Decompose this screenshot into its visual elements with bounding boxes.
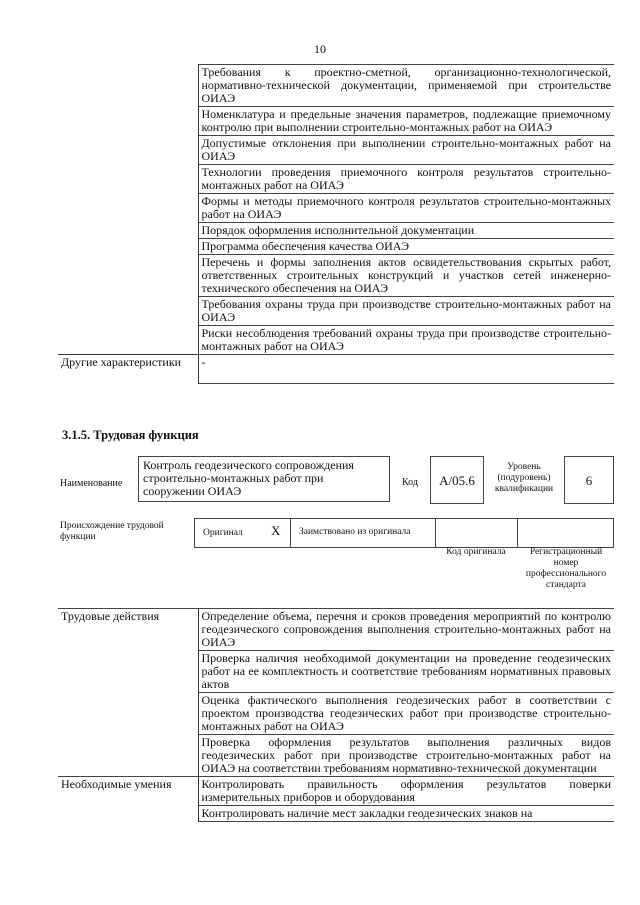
labor-action-item: Определение объема, перечня и сроков проведения мероприятий по контролю геодезического сопровождения выполнения строительно-монтажных работ на ОИАЭ — [198, 609, 614, 651]
other-characteristics-label: Другие характеристики — [58, 355, 198, 384]
table-row — [58, 326, 614, 355]
table-row — [58, 65, 614, 107]
code-value: A/05.6 — [439, 472, 475, 488]
divider — [435, 519, 436, 547]
code-original-caption: Код оригинала — [446, 547, 506, 557]
knowledge-item: Допустимые отклонения при выполнении строительно-монтажных работ на ОИАЭ — [198, 136, 614, 165]
labor-action-item: Проверка наличия необходимой документации на проведение геодезических работ на ее комплектность и соответствие требованиям нормативных правовых актов — [198, 651, 614, 693]
registration-number-caption: Регистрационный номер профессионального стандарта — [525, 547, 607, 590]
skill-item: Контролировать наличие мест закладки геодезических знаков на — [198, 806, 614, 822]
table-row — [58, 806, 614, 822]
knowledge-table-continuation — [58, 64, 614, 384]
table-row — [58, 777, 614, 806]
knowledge-item: Требования к проектно-сметной, организационно-технологической, нормативно-технической документации, применяемой при строительстве ОИАЭ — [198, 65, 614, 107]
table-row — [58, 355, 614, 384]
divider — [290, 519, 291, 547]
table-row — [58, 735, 614, 777]
code-label: Код — [402, 477, 418, 488]
origin-box — [194, 518, 614, 548]
borrowed-label: Заимствовано из оригинала — [299, 527, 411, 537]
knowledge-item: Порядок оформления исполнительной документации — [198, 223, 614, 239]
divider — [517, 519, 518, 547]
other-characteristics-value: - — [198, 355, 614, 384]
table-row — [58, 255, 614, 297]
knowledge-item: Программа обеспечения качества ОИАЭ — [198, 239, 614, 255]
table-row — [58, 297, 614, 326]
original-label: Оригинал — [203, 528, 243, 538]
level-label: Уровень (подуровень) квалификации — [494, 462, 554, 494]
function-name-box — [138, 456, 390, 502]
table-row — [58, 239, 614, 255]
function-name-value: Контроль геодезического сопровождения строительно-монтажных работ при сооружении ОИАЭ — [143, 458, 354, 498]
table-row — [58, 693, 614, 735]
table-row — [58, 194, 614, 223]
level-value: 6 — [585, 472, 593, 488]
labor-action-item: Проверка оформления результатов выполнения различных видов геодезических работ при производстве строительно-монтажных работ на ОИАЭ на соответствии требованиям нормативно-технической документации — [198, 735, 614, 777]
section-title: 3.1.5. Трудовая функция — [62, 428, 199, 442]
origin-label: Происхождение трудовой функции — [60, 521, 164, 542]
labor-action-item: Оценка фактического выполнения геодезических работ в соответствии с проектом производства геодезических работ при производстве строительно-монтажных работ на ОИАЭ — [198, 693, 614, 735]
table-row — [58, 609, 614, 651]
knowledge-item: Требования охраны труда при производстве строительно-монтажных работ на ОИАЭ — [198, 297, 614, 326]
knowledge-item: Формы и методы приемочного контроля результатов строительно-монтажных работ на ОИАЭ — [198, 194, 614, 223]
code-box — [430, 456, 484, 504]
table-row — [58, 136, 614, 165]
level-box — [564, 456, 614, 504]
skill-item: Контролировать правильность оформления результатов поверки измерительных приборов и оборудования — [198, 777, 614, 806]
labor-actions-table — [58, 608, 614, 822]
knowledge-item: Технологии проведения приемочного контроля результатов строительно-монтажных работ на ОИАЭ — [198, 165, 614, 194]
knowledge-item: Номенклатура и предельные значения параметров, подлежащие приемочному контролю при выполнении строительно-монтажных работ на ОИАЭ — [198, 107, 614, 136]
original-mark: X — [271, 523, 281, 538]
knowledge-item: Риски несоблюдения требований охраны труда при производстве строительно-монтажных работ на ОИАЭ — [198, 326, 614, 355]
table-row — [58, 651, 614, 693]
name-label: Наименование — [60, 478, 123, 489]
labor-actions-label: Трудовые действия — [58, 609, 198, 651]
knowledge-item: Перечень и формы заполнения актов освидетельствования скрытых работ, ответственных строительных конструкций и участков сетей инженерно-технического обеспечения на ОИАЭ — [198, 255, 614, 297]
skills-label: Необходимые умения — [58, 777, 198, 806]
page-number: 10 — [314, 42, 326, 56]
table-row — [58, 223, 614, 239]
table-row — [58, 107, 614, 136]
table-row — [58, 165, 614, 194]
